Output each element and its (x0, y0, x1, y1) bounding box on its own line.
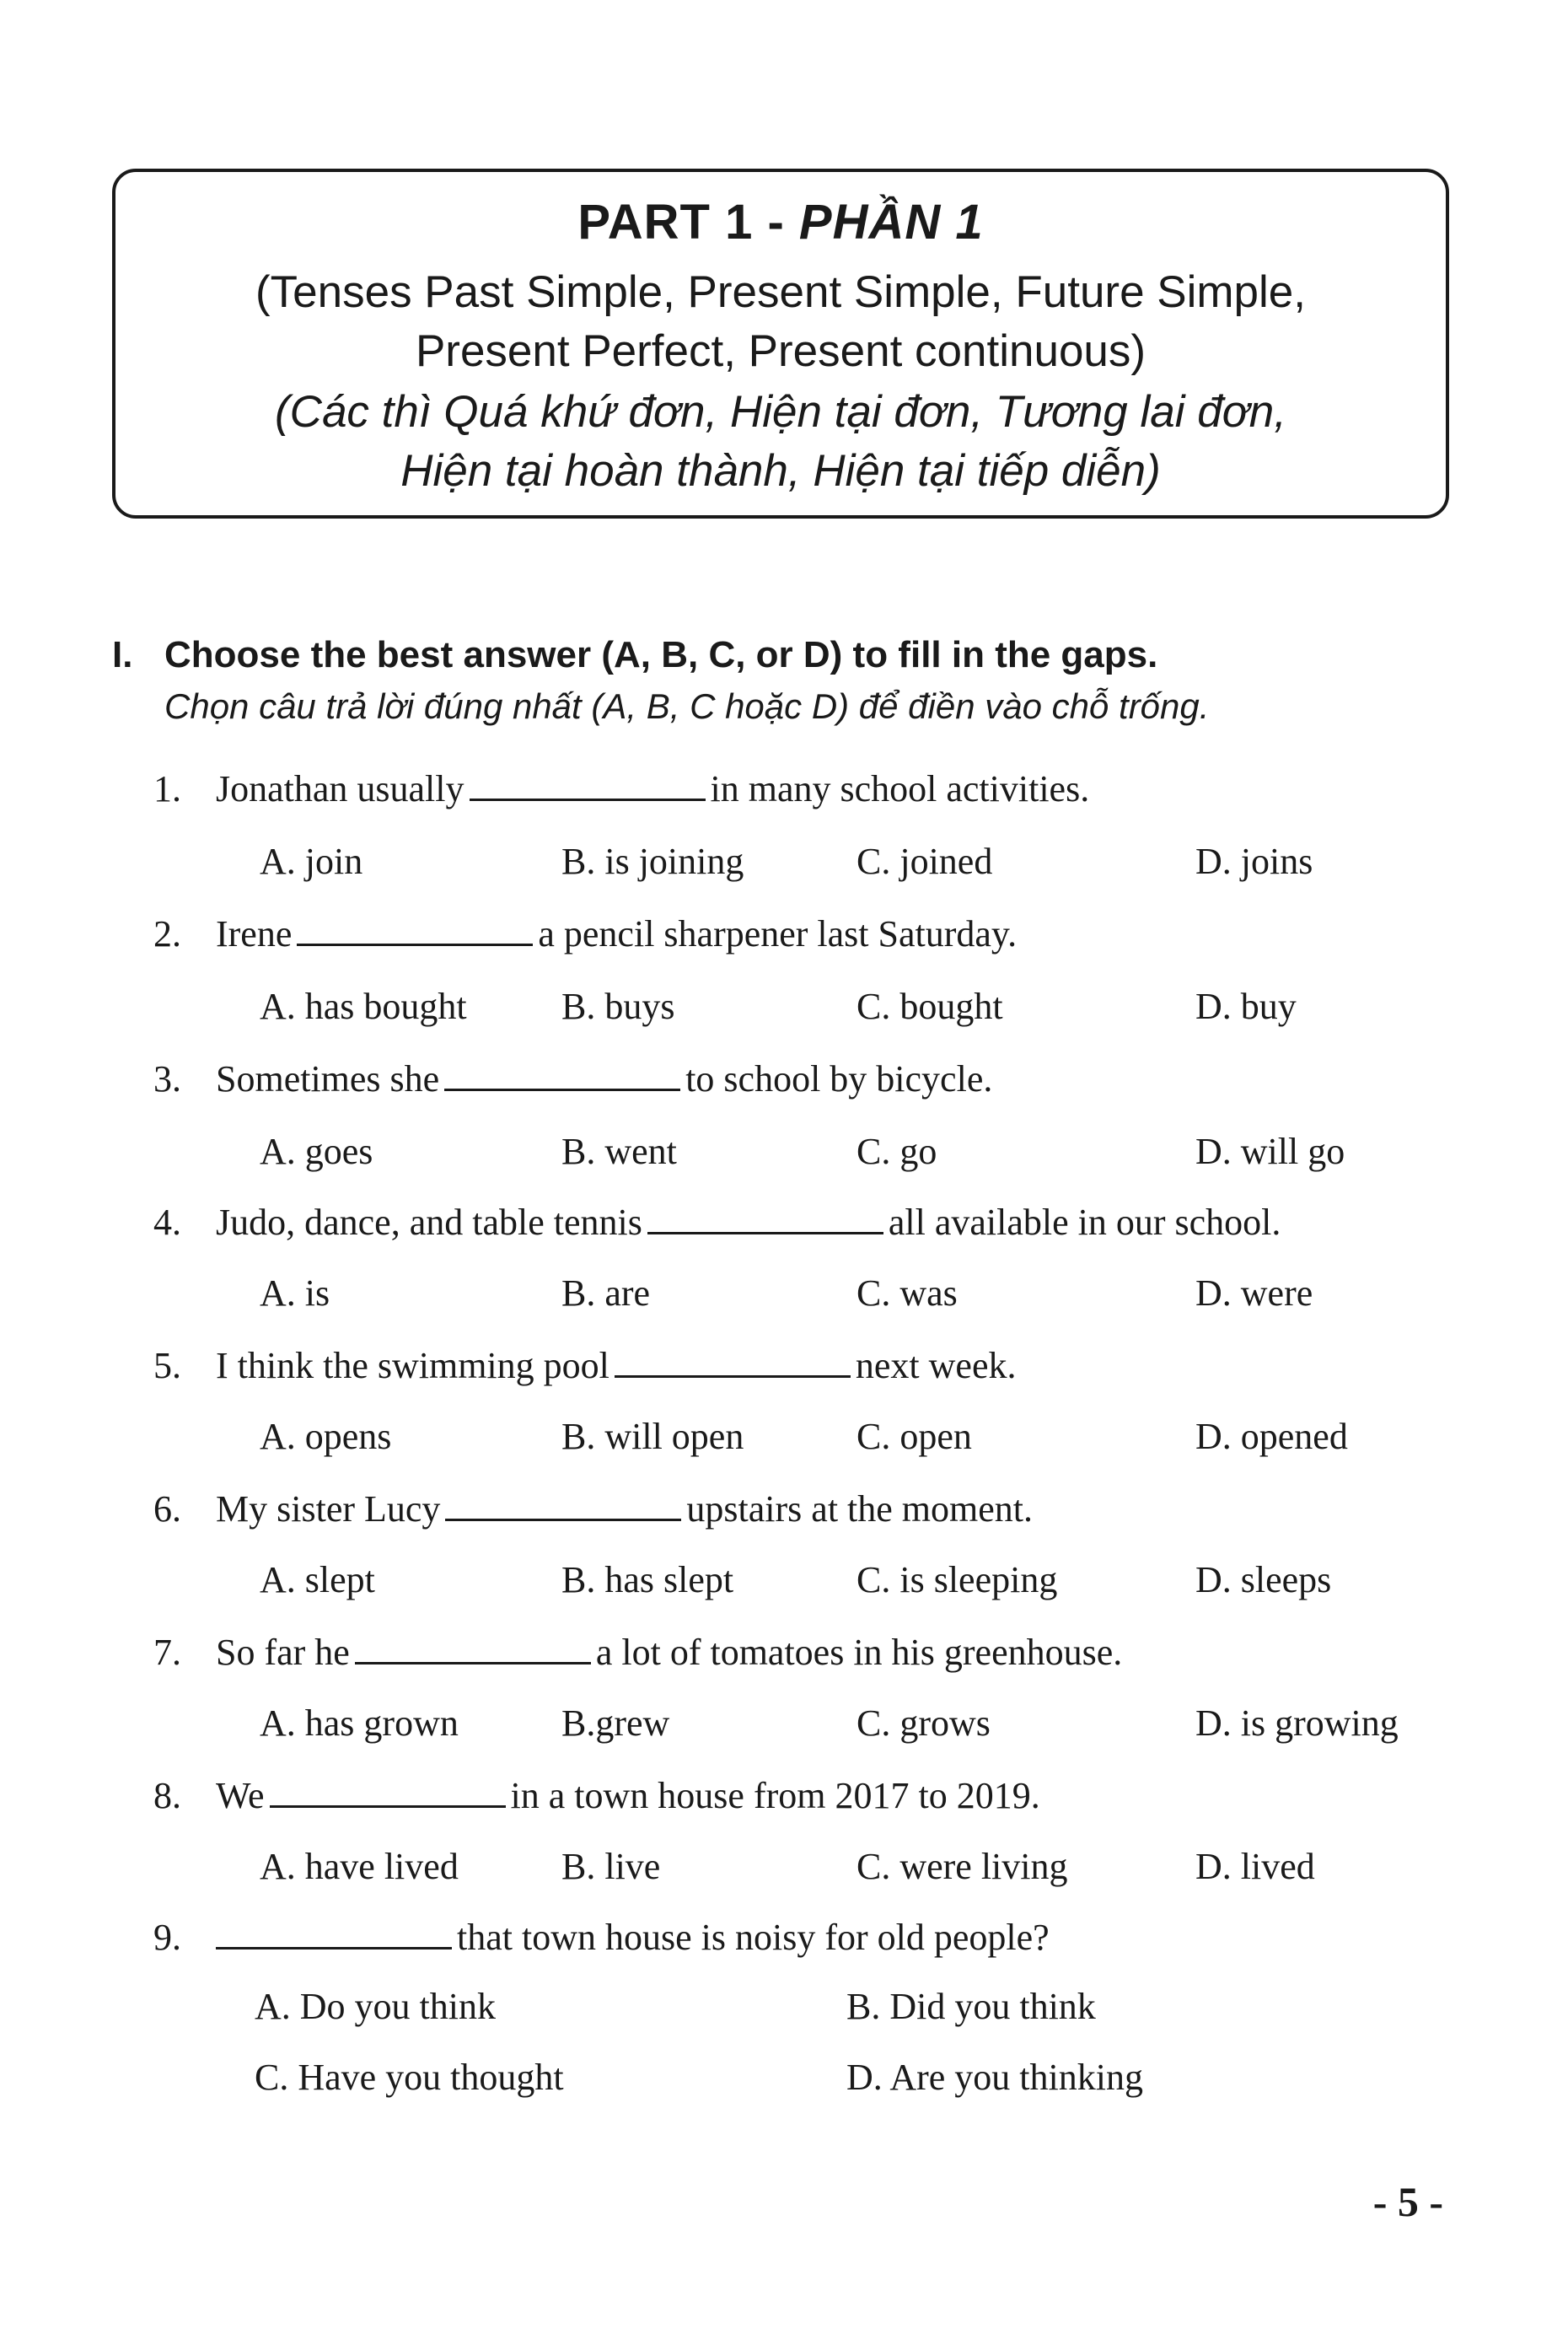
option-c[interactable]: C. was (856, 1272, 958, 1314)
option-b[interactable]: B. has slept (561, 1559, 734, 1600)
part-title: PART 1 - PHẦN 1 (577, 195, 984, 250)
answer-blank[interactable] (216, 1917, 452, 1949)
option-b[interactable]: B. will open (561, 1416, 744, 1457)
answer-blank[interactable] (615, 1345, 851, 1378)
option-d[interactable]: D. Are you thinking (846, 2057, 1143, 2098)
option-a[interactable]: A. has grown (260, 1702, 459, 1744)
option-c[interactable]: C. go (856, 1131, 937, 1172)
tenses-subtitle-vi: (Các thì Quá khứ đơn, Hiện tại đơn, Tương lai đơn, Hiện tại hoàn thành, Hiện tại tiếp diễn) (275, 387, 1286, 496)
option-d[interactable]: D. sleeps (1195, 1559, 1332, 1600)
option-d[interactable]: D. opened (1195, 1416, 1348, 1457)
option-a[interactable]: A. has bought (260, 986, 467, 1027)
option-b[interactable]: B. went (561, 1131, 677, 1172)
option-b[interactable]: B.grew (561, 1702, 670, 1744)
answer-blank[interactable] (444, 1058, 680, 1091)
option-a[interactable]: A. Do you think (255, 1986, 496, 2027)
option-a[interactable]: A. join (260, 841, 363, 882)
instruction-en: Choose the best answer (A, B, C, or D) to fill in the gaps. (164, 634, 1158, 675)
answer-blank[interactable] (470, 768, 706, 801)
instruction-vi: Chọn câu trả lời đúng nhất (A, B, C hoặc D) để điền vào chỗ trống. (164, 686, 1210, 726)
page-number: - 5 - (1372, 2178, 1443, 2225)
tenses-subtitle-en: (Tenses Past Simple, Present Simple, Future Simple, Present Perfect, Present continuous) (255, 267, 1306, 376)
answer-blank[interactable] (297, 913, 533, 946)
option-c[interactable]: C. bought (856, 986, 1003, 1027)
option-d[interactable]: D. is growing (1195, 1702, 1399, 1744)
worksheet-page: PART 1 - PHẦN 1 (Tenses Past Simple, Present Simple, Future Simple, Present Perfect, Present continuous) (Các thì Quá khứ đơn, Hiện tại đơn, Tương lai đơn, Hiện tại hoàn thành, Hiện tại tiếp diễn) I. Choose the best answer (A, B, C, or D) to fill in the gaps. Chọn câu trả lời đúng nhất (A, B, C hoặc D) để điền vào chỗ trống. 1. Jonathan usually in many school activities. A. join B. is joining C. joined D. joins 2. Irene a pencil sharpener last Saturday. A. has bought B. buys C. bought D. buy 3. Sometimes she to school by bicycle. A. goes B. went C. go D. will go 4. Judo, dance, and table tennis all available in our school. A. is B. are C. was D. were 5. I think the swimming pool next week. A. opens B. will open C. open D. opened 6. My sister Lucy upstairs at the moment. A. slept B. has slept C. is sleeping D. sleeps 7. So far he a lot of tomatoes in his greenhouse. A. has grown B.grew C. grows D. is growing 8. We in a town house from 2017 to 2019. A. have lived B. live C. were living D. lived 9. that town house is noisy for old people? A. Do you think B. Did you think C. Have you thought D. Are you thinking - 5 - (0, 0, 1568, 2334)
option-a[interactable]: A. slept (260, 1559, 375, 1600)
option-c[interactable]: C. open (856, 1416, 972, 1457)
option-d[interactable]: D. joins (1195, 841, 1313, 882)
option-c[interactable]: C. is sleeping (856, 1559, 1058, 1600)
option-b[interactable]: B. are (561, 1272, 651, 1314)
answer-blank[interactable] (355, 1632, 591, 1664)
option-c[interactable]: C. grows (856, 1702, 991, 1744)
answer-blank[interactable] (270, 1775, 506, 1808)
part-title-box (112, 169, 1449, 519)
option-d[interactable]: D. will go (1195, 1131, 1345, 1172)
option-d[interactable]: D. were (1195, 1272, 1313, 1314)
answer-blank[interactable] (647, 1202, 883, 1234)
answer-blank[interactable] (445, 1488, 681, 1521)
option-d[interactable]: D. buy (1195, 986, 1297, 1027)
option-b[interactable]: B. buys (561, 986, 675, 1027)
option-a[interactable]: A. opens (260, 1416, 392, 1457)
option-d[interactable]: D. lived (1195, 1846, 1315, 1887)
option-a[interactable]: A. have lived (260, 1846, 459, 1887)
option-a[interactable]: A. is (260, 1272, 330, 1314)
section-number: I. (112, 634, 133, 675)
option-b[interactable]: B. live (561, 1846, 661, 1887)
option-a[interactable]: A. goes (260, 1131, 373, 1172)
option-c[interactable]: C. Have you thought (255, 2057, 564, 2098)
option-c[interactable]: C. joined (856, 841, 993, 882)
option-c[interactable]: C. were living (856, 1846, 1068, 1887)
option-b[interactable]: B. is joining (561, 841, 744, 882)
option-b[interactable]: B. Did you think (846, 1986, 1096, 2027)
